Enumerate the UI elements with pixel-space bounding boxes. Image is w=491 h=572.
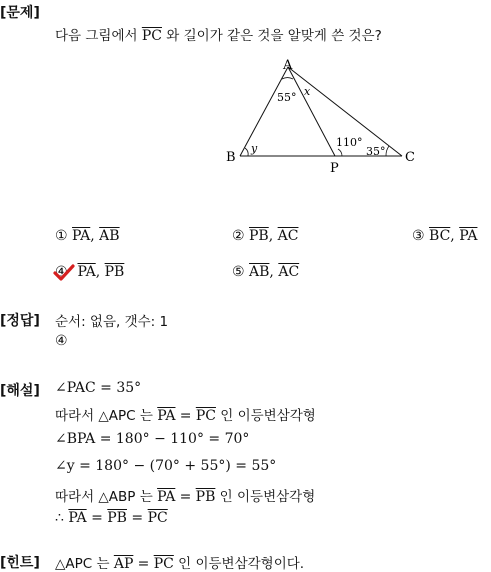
- hint-seg-1: $\overline{AP}$: [113, 556, 134, 572]
- solution-line-5-prefix: 따라서 △ABP 는: [55, 489, 153, 505]
- solution-label: [해설]: [0, 383, 40, 399]
- solution-line-2-seg-1: $\overline{PA}$: [157, 408, 176, 424]
- choice-4-seg-b: $\overline{PB}$: [104, 264, 125, 280]
- solution-line-2-seg-2: $\overline{PC}$: [195, 408, 216, 424]
- choice-3[interactable]: ③ $\overline{BC}$, $\overline{PA}$: [412, 228, 478, 244]
- question-segment: $\overline{PC}$: [141, 28, 162, 44]
- solution-line-5-seg-1: $\overline{PA}$: [157, 489, 176, 505]
- choice-1[interactable]: ① $\overline{PA}$, $\overline{AB}$: [55, 228, 120, 244]
- side-AB: [240, 67, 288, 156]
- solution-line-6-seg-1: $\overline{PA}$: [68, 510, 87, 526]
- choice-5[interactable]: ⑤ $\overline{AB}$, $\overline{AC}$: [232, 264, 300, 280]
- angle-x-label: x: [304, 85, 311, 98]
- segment-AP: [288, 67, 335, 156]
- answer-meta: 순서: 없음, 갯수: 1: [55, 314, 169, 330]
- solution-line-5-seg-2: $\overline{PB}$: [195, 489, 216, 505]
- check-mark-icon: [53, 264, 75, 282]
- question-suffix: 와 길이가 같은 것을 알맞게 쓴 것은?: [166, 28, 382, 44]
- solution-line-5-eq: =: [179, 489, 192, 505]
- choice-5-seg-a: $\overline{AB}$: [249, 264, 270, 280]
- choice-1-seg-b: $\overline{AB}$: [99, 228, 120, 244]
- choice-4-number: ④: [55, 264, 68, 280]
- choice-1-seg-a: $\overline{PA}$: [72, 228, 91, 244]
- hint-seg-2: $\overline{PC}$: [153, 556, 174, 572]
- choice-5-seg-b: $\overline{AC}$: [278, 264, 300, 280]
- angle-arc-P: [338, 149, 342, 156]
- angle-35-label: 35°: [366, 145, 386, 158]
- solution-line-6: ∴ $\overline{PA} = \overline{PB} = \overline{PC}$: [55, 510, 168, 526]
- choice-3-seg-b: $\overline{PA}$: [459, 228, 478, 244]
- solution-line-3: ∠BPA = 180° − 110° = 70°: [55, 431, 250, 447]
- choice-3-number: ③: [412, 228, 425, 244]
- choice-2-number: ②: [232, 228, 245, 244]
- angle-55-label: 55°: [277, 91, 297, 104]
- angle-arc-A: [282, 78, 293, 79]
- point-A-label: A: [283, 58, 293, 73]
- point-B-label: B: [226, 150, 236, 165]
- hint-prefix: △APC 는: [55, 556, 110, 572]
- choice-5-number: ⑤: [232, 264, 245, 280]
- angle-110-label: 110°: [336, 136, 363, 149]
- angle-arc-C: [386, 146, 389, 156]
- triangle-figure: [220, 55, 420, 175]
- choice-1-number: ①: [55, 228, 68, 244]
- problem-label: [문제]: [0, 5, 40, 21]
- hint-suffix: 인 이등변삼각형이다.: [178, 556, 305, 572]
- answer-value: ④: [55, 333, 68, 349]
- angle-arc-B: [245, 148, 248, 156]
- solution-line-6-seg-3: $\overline{PC}$: [147, 510, 168, 526]
- solution-line-4: ∠y = 180° − (70° + 55°) = 55°: [55, 458, 277, 474]
- answer-label: [정답]: [0, 313, 40, 329]
- solution-line-2-suffix: 인 이등변삼각형: [220, 408, 316, 424]
- choice-2[interactable]: ② $\overline{PB}$, $\overline{AC}$: [232, 228, 299, 244]
- therefore-sign: ∴: [55, 510, 64, 526]
- hint-text: △APC 는 $\overline{AP} = \overline{PC}$ 인 이등변삼각형이다.: [55, 556, 305, 572]
- choice-3-seg-a: $\overline{BC}$: [429, 228, 451, 244]
- choice-2-seg-b: $\overline{AC}$: [277, 228, 299, 244]
- point-C-label: C: [405, 150, 415, 165]
- solution-line-5-suffix: 인 이등변삼각형: [219, 489, 316, 505]
- choice-4-number-wrap: [55, 264, 73, 280]
- solution-line-5: [55, 485, 315, 505]
- point-P-label: P: [330, 161, 339, 175]
- solution-line-2: [55, 404, 316, 424]
- choice-2-seg-a: $\overline{PB}$: [249, 228, 269, 244]
- choice-4[interactable]: ④ $\overline{PA}$, $\overline{PB}$: [55, 264, 125, 280]
- angle-y-label: y: [251, 142, 258, 155]
- question-prefix: 다음 그림에서: [55, 28, 138, 44]
- choice-4-seg-a: $\overline{PA}$: [77, 264, 96, 280]
- solution-line-1: ∠PAC = 35°: [55, 380, 142, 396]
- solution-line-2-prefix: 따라서 △APC 는: [55, 408, 153, 424]
- solution-line-2-eq: =: [179, 408, 192, 424]
- solution-line-6-seg-2: $\overline{PB}$: [107, 510, 127, 526]
- hint-label: [힌트]: [0, 555, 40, 571]
- problem-question: [55, 24, 382, 44]
